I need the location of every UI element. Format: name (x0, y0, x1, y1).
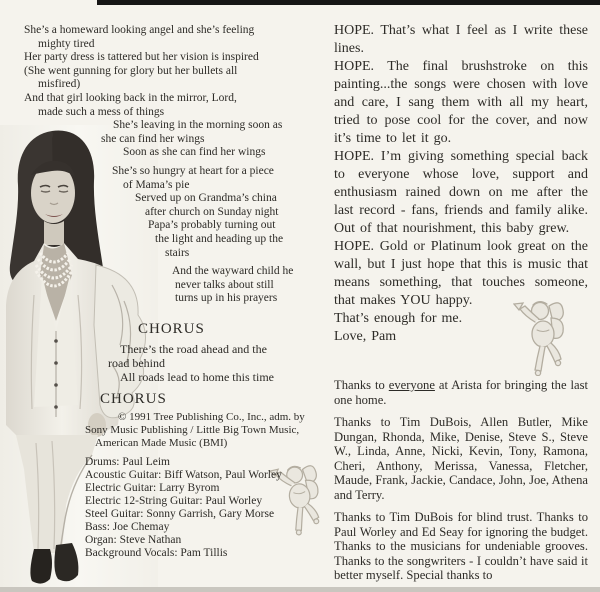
thanks-arista-paragraph (334, 378, 588, 407)
lyric-line: Her party dress is tattered but her vision is inspired (24, 51, 259, 64)
lyric-line: misfired) (38, 78, 81, 91)
chorus-heading: CHORUS (100, 390, 167, 407)
credit-line: Background Vocals: Pam Tillis (85, 546, 228, 559)
credit-line: Acoustic Guitar: Biff Watson, Paul Worley (85, 468, 282, 481)
lyric-line: stairs (165, 246, 190, 259)
lyric-line: Soon as she can find her wings (123, 146, 266, 159)
lyric-line: the light and heading up the (155, 232, 284, 245)
chorus-heading: CHORUS (138, 320, 205, 337)
chorus-line: road behind (108, 355, 165, 370)
lyric-line: And the wayward child he (172, 265, 294, 278)
lyric-line: She’s so hungry at heart for a piece (112, 164, 274, 177)
credit-line: Drums: Paul Leim (85, 455, 170, 468)
lyrics-column (24, 24, 326, 560)
scan-edge-bottom (0, 587, 600, 592)
chorus-line: There’s the road ahead and the (120, 341, 267, 356)
thanks-names-paragraph: Thanks to Tim DuBois, Allen Butler, Mike Dungan, Rhonda, Mike, Denise, Steve S., Steve W., Linda, Anne, Nicki, Kevin, Tony, Ramona, Cheri, Anthony, Merissa, Vanessa, Fletcher, Maude, Frank, Jackie, Candace, John, Joe, Athena and Terry. (334, 415, 588, 502)
hope-paragraph: HOPE. I’m giving something special back to everyone whose love, support and enthusiasm rained down on me after the last record - fans, friends and family alike. Out of that nourishment, this baby grew. (334, 149, 588, 236)
lyric-line: She’s leaving in the morning soon as (113, 119, 283, 132)
hope-paragraph: HOPE. Gold or Platinum look great on the wall, but I just hope that this is music that means something, that touches someone, that makes YOU happy. (334, 239, 588, 308)
lyric-line: And that girl looking back in the mirror, Lord, (24, 91, 237, 104)
lyric-line: turns up in his prayers (175, 292, 278, 305)
hope-paragraph: HOPE. That’s what I feel as I write these lines. (334, 23, 588, 56)
thanks-arista-pre: Thanks to (334, 378, 389, 392)
hope-paragraph: HOPE. The final brushstroke on this painting...the songs were chosen with love and care, I sang them with all my heart, tried to pose cool for the cover, and now it’s time to let it go. (334, 59, 588, 146)
lyric-line: she can find her wings (101, 132, 205, 145)
lyric-line: of Mama’s pie (123, 178, 190, 191)
copyright-line: Sony Music Publishing / Little Big Town Music, (85, 423, 300, 436)
credit-line: Bass: Joe Chemay (85, 520, 170, 533)
liner-notes-column (334, 22, 588, 583)
lyric-line: Served up on Grandma’s china (135, 192, 277, 205)
signature: Love, Pam (334, 329, 397, 344)
chorus-line: All roads lead to home this time (120, 369, 274, 384)
credit-line: Electric Guitar: Larry Byrom (85, 481, 220, 494)
copyright-line: © 1991 Tree Publishing Co., Inc., adm. by (118, 410, 305, 423)
lyric-line: made such a mess of things (38, 105, 165, 118)
thanks-arista-post: at Arista for bringing the last one home. (334, 378, 588, 407)
copyright-line: American Made Music (BMI) (95, 436, 228, 449)
scan-edge-top (97, 0, 600, 5)
credit-line: Steel Guitar: Sonny Garrish, Gary Morse (85, 507, 275, 520)
thanks-final-paragraph: Thanks to Tim DuBois for blind trust. Thanks to Paul Worley and Ed Seay for ignoring the budget. Thanks to the musicians for undeniable grooves. Thanks to the songwriters - I couldn’t have said it better myself. Special thanks to (334, 510, 588, 582)
lyric-line: She’s a homeward looking angel and she’s feeling (24, 24, 255, 36)
thanks-arista-underlined: everyone (388, 378, 435, 392)
credit-line: Electric 12-String Guitar: Paul Worley (85, 494, 263, 507)
lyric-line: Papa’s probably turning out (148, 219, 276, 232)
lyric-line: after church on Sunday night (145, 205, 279, 218)
lyric-line: never talks about still (175, 278, 274, 291)
closing-line: That’s enough for me. (334, 311, 463, 326)
credit-line: Organ: Steve Nathan (85, 533, 182, 546)
lyric-line: mighty tired (38, 37, 95, 50)
lyric-line: (She went gunning for glory but her bullets all (24, 64, 238, 77)
